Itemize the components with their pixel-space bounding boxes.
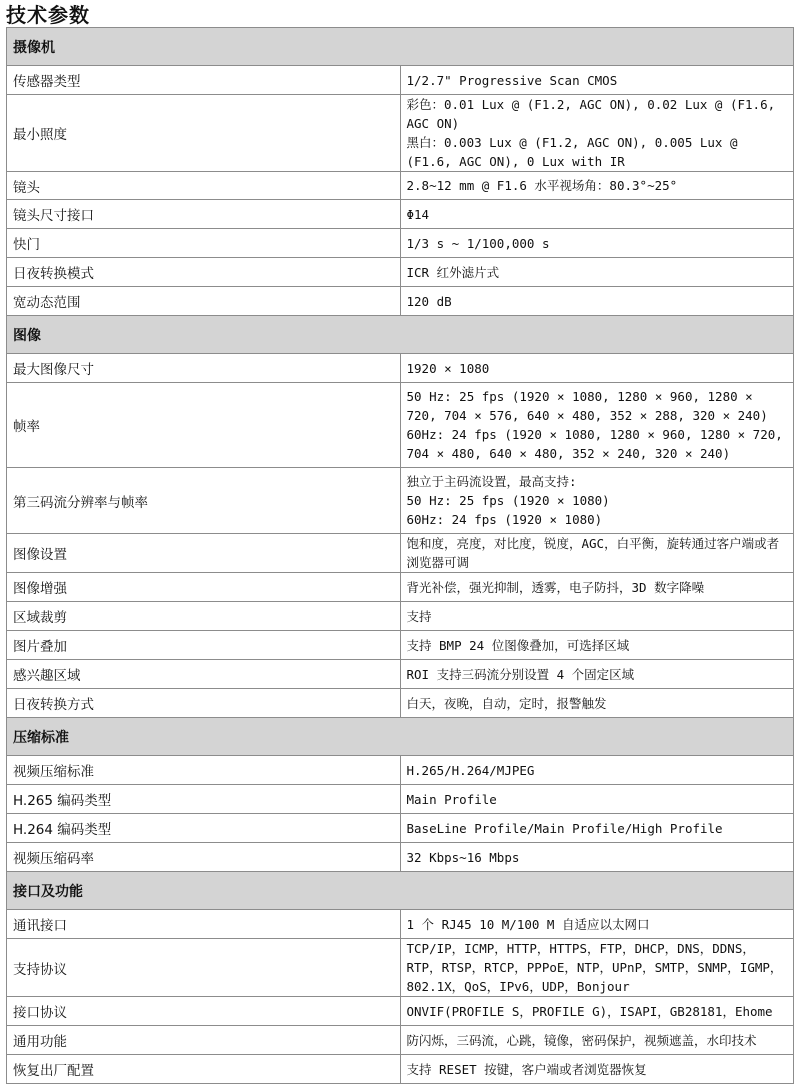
row-value: Main Profile	[400, 785, 794, 814]
section-title: 接口及功能	[7, 872, 794, 910]
row-label: 区域裁剪	[7, 602, 401, 631]
table-row	[7, 383, 794, 468]
table-row	[7, 997, 794, 1026]
row-value: TCP/IP，ICMP，HTTP，HTTPS，FTP，DHCP，DNS，DDNS，RTP，RTSP，RTCP，PPPoE，NTP，UPnP，SMTP，SNMP，IGMP，802.1X，QoS，IPv6，UDP，Bonjour	[400, 939, 794, 997]
table-row	[7, 814, 794, 843]
row-label: H.265 编码类型	[7, 785, 401, 814]
row-label: 图像增强	[7, 573, 401, 602]
table-row	[7, 258, 794, 287]
row-label: 支持协议	[7, 939, 401, 997]
row-value: 饱和度，亮度，对比度，锐度，AGC，白平衡，旋转通过客户端或者浏览器可调	[400, 534, 794, 573]
row-value: 白天，夜晚，自动，定时，报警触发	[400, 689, 794, 718]
row-label: 通用功能	[7, 1026, 401, 1055]
table-row	[7, 910, 794, 939]
row-label: 最小照度	[7, 95, 401, 172]
row-value: 防闪烁，三码流，心跳，镜像，密码保护，视频遮盖，水印技术	[400, 1026, 794, 1055]
row-value: 独立于主码流设置，最高支持: 50 Hz: 25 fps (1920 × 1080) 60Hz: 24 fps (1920 × 1080)	[400, 468, 794, 534]
row-label: 感兴趣区域	[7, 660, 401, 689]
row-label: 传感器类型	[7, 66, 401, 95]
section-header	[7, 316, 794, 354]
section-title: 压缩标准	[7, 718, 794, 756]
row-value: ONVIF(PROFILE S，PROFILE G)，ISAPI，GB28181，Ehome	[400, 997, 794, 1026]
table-row	[7, 66, 794, 95]
row-label: 帧率	[7, 383, 401, 468]
table-row	[7, 939, 794, 997]
row-value: 50 Hz: 25 fps (1920 × 1080, 1280 × 960, 1280 × 720, 704 × 576, 640 × 480, 352 × 288, 320 × 240) 60Hz: 24 fps (1920 × 1080, 1280 × 960, 1280 × 720, 704 × 480, 640 × 480, 352 × 240, 320 × 240)	[400, 383, 794, 468]
section-title: 图像	[7, 316, 794, 354]
row-value: 1/2.7" Progressive Scan CMOS	[400, 66, 794, 95]
row-label: 视频压缩标准	[7, 756, 401, 785]
table-row	[7, 1055, 794, 1084]
table-row	[7, 229, 794, 258]
table-row	[7, 756, 794, 785]
table-row	[7, 843, 794, 872]
row-label: 日夜转换模式	[7, 258, 401, 287]
table-row	[7, 95, 794, 172]
row-value: 120 dB	[400, 287, 794, 316]
table-row	[7, 631, 794, 660]
section-header	[7, 872, 794, 910]
table-row	[7, 660, 794, 689]
row-label: 最大图像尺寸	[7, 354, 401, 383]
row-label: H.264 编码类型	[7, 814, 401, 843]
table-row	[7, 602, 794, 631]
row-label: 日夜转换方式	[7, 689, 401, 718]
row-value: 支持 RESET 按键，客户端或者浏览器恢复	[400, 1055, 794, 1084]
table-row	[7, 354, 794, 383]
row-value: 1920 × 1080	[400, 354, 794, 383]
row-label: 第三码流分辨率与帧率	[7, 468, 401, 534]
row-value: 2.8~12 mm @ F1.6 水平视场角：80.3°~25°	[400, 172, 794, 200]
row-label: 接口协议	[7, 997, 401, 1026]
row-value: 支持	[400, 602, 794, 631]
table-row	[7, 1026, 794, 1055]
row-value: 支持 BMP 24 位图像叠加，可选择区域	[400, 631, 794, 660]
row-value: 32 Kbps~16 Mbps	[400, 843, 794, 872]
row-label: 视频压缩码率	[7, 843, 401, 872]
table-row	[7, 287, 794, 316]
table-row	[7, 573, 794, 602]
row-value: 1 个 RJ45 10 M/100 M 自适应以太网口	[400, 910, 794, 939]
spec-table-body	[7, 28, 794, 1084]
row-value: ICR 红外滤片式	[400, 258, 794, 287]
row-value: 彩色：0.01 Lux @ (F1.2, AGC ON), 0.02 Lux @ (F1.6, AGC ON) 黑白：0.003 Lux @ (F1.2, AGC ON), 0.005 Lux @ (F1.6, AGC ON), 0 Lux with IR	[400, 95, 794, 172]
row-label: 恢复出厂配置	[7, 1055, 401, 1084]
table-row	[7, 172, 794, 200]
spec-table	[6, 27, 794, 1084]
row-value: ROI 支持三码流分别设置 4 个固定区域	[400, 660, 794, 689]
table-row	[7, 468, 794, 534]
row-value: Φ14	[400, 200, 794, 229]
table-row	[7, 785, 794, 814]
row-label: 宽动态范围	[7, 287, 401, 316]
row-label: 镜头	[7, 172, 401, 200]
row-value: BaseLine Profile/Main Profile/High Profile	[400, 814, 794, 843]
table-row	[7, 534, 794, 573]
table-row	[7, 689, 794, 718]
table-row	[7, 200, 794, 229]
row-value: H.265/H.264/MJPEG	[400, 756, 794, 785]
page-title: 技术参数	[6, 3, 90, 27]
row-label: 镜头尺寸接口	[7, 200, 401, 229]
section-title: 摄像机	[7, 28, 794, 66]
row-label: 快门	[7, 229, 401, 258]
row-value: 1/3 s ~ 1/100,000 s	[400, 229, 794, 258]
section-header	[7, 28, 794, 66]
row-value: 背光补偿，强光抑制，透雾，电子防抖，3D 数字降噪	[400, 573, 794, 602]
row-label: 通讯接口	[7, 910, 401, 939]
row-label: 图像设置	[7, 534, 401, 573]
row-label: 图片叠加	[7, 631, 401, 660]
section-header	[7, 718, 794, 756]
